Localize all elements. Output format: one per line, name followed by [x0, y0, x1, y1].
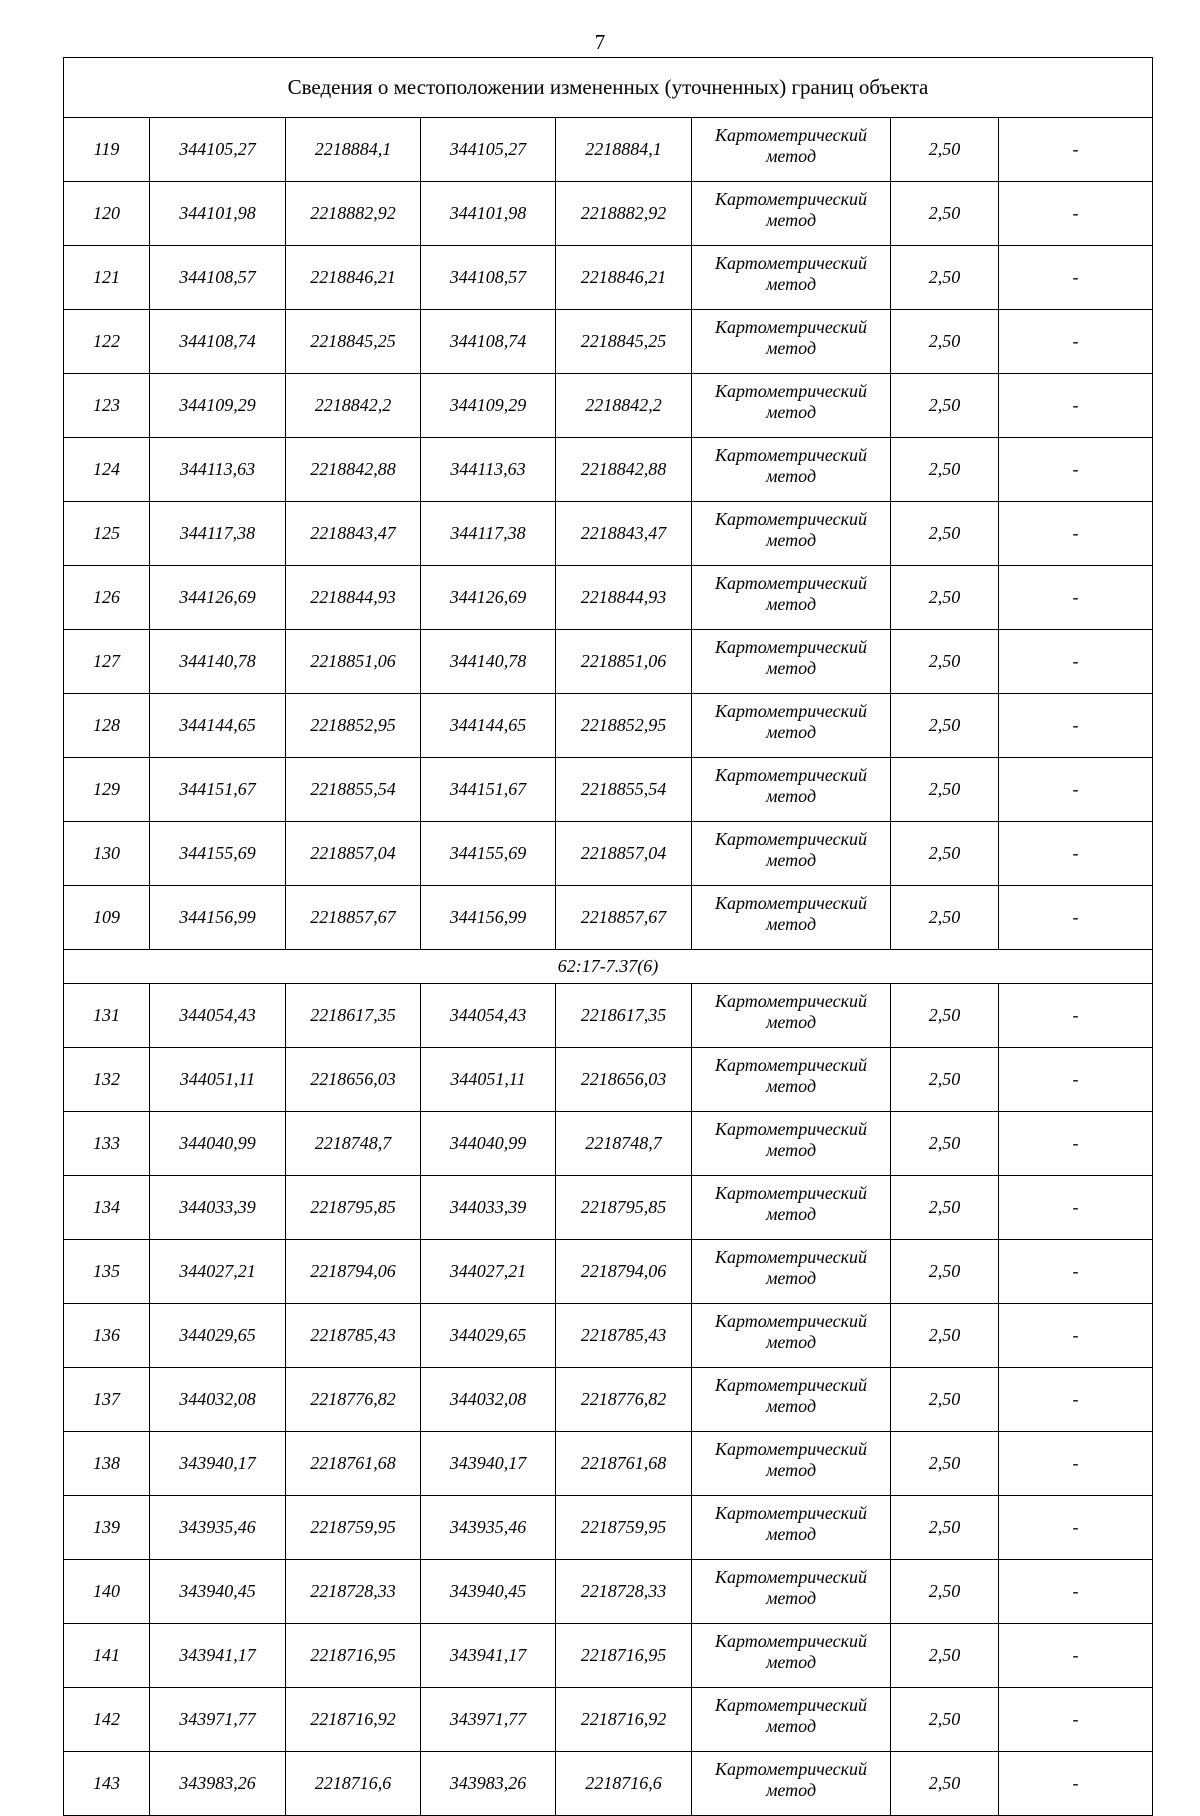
method-line-2: метод [765, 273, 817, 294]
refined-x-cell: 344109,29 [421, 374, 556, 438]
method-line-2: метод [765, 337, 817, 358]
refined-y-cell: 2218656,03 [556, 1048, 692, 1112]
accuracy-cell: 2,50 [891, 886, 999, 950]
point-number-cell: 119 [64, 118, 150, 182]
point-number-cell: 120 [64, 182, 150, 246]
method-cell [692, 1240, 891, 1304]
point-number-cell: 143 [64, 1752, 150, 1816]
method-line-1: Картометрический [714, 636, 867, 657]
existing-x-cell: 344140,78 [150, 630, 286, 694]
note-cell: - [999, 1752, 1153, 1816]
method-cell [692, 1176, 891, 1240]
existing-y-cell: 2218656,03 [286, 1048, 421, 1112]
accuracy-cell: 2,50 [891, 310, 999, 374]
accuracy-cell: 2,50 [891, 246, 999, 310]
table-row [64, 1112, 1153, 1176]
existing-x-cell: 343983,26 [150, 1752, 286, 1816]
existing-x-cell: 344109,29 [150, 374, 286, 438]
existing-y-cell: 2218759,95 [286, 1496, 421, 1560]
refined-y-cell: 2218852,95 [556, 694, 692, 758]
note-cell: - [999, 1304, 1153, 1368]
accuracy-cell: 2,50 [891, 566, 999, 630]
accuracy-cell: 2,50 [891, 1048, 999, 1112]
existing-x-cell: 344033,39 [150, 1176, 286, 1240]
existing-y-cell: 2218748,7 [286, 1112, 421, 1176]
method-cell [692, 118, 891, 182]
point-number-cell: 137 [64, 1368, 150, 1432]
method-line-1: Картометрический [714, 990, 867, 1011]
existing-y-cell: 2218845,25 [286, 310, 421, 374]
note-cell: - [999, 374, 1153, 438]
note-cell: - [999, 984, 1153, 1048]
refined-x-cell: 344126,69 [421, 566, 556, 630]
method-cell [692, 1048, 891, 1112]
method-line-1: Картометрический [714, 1374, 867, 1395]
point-number-cell: 124 [64, 438, 150, 502]
method-cell [692, 984, 891, 1048]
method-cell [692, 1688, 891, 1752]
note-cell: - [999, 310, 1153, 374]
table-title: Сведения о местоположении измененных (уточненных) границ объекта [64, 58, 1153, 118]
existing-x-cell: 344101,98 [150, 182, 286, 246]
method-line-2: метод [765, 913, 817, 934]
method-line-1: Картометрический [714, 252, 867, 273]
method-cell [692, 438, 891, 502]
refined-x-cell: 343971,77 [421, 1688, 556, 1752]
method-line-1: Картометрический [714, 828, 867, 849]
method-cell [692, 1560, 891, 1624]
accuracy-cell: 2,50 [891, 758, 999, 822]
method-cell [692, 246, 891, 310]
refined-x-cell: 343940,45 [421, 1560, 556, 1624]
note-cell: - [999, 118, 1153, 182]
accuracy-cell: 2,50 [891, 1112, 999, 1176]
method-line-1: Картометрический [714, 1310, 867, 1331]
existing-x-cell: 344051,11 [150, 1048, 286, 1112]
existing-x-cell: 344054,43 [150, 984, 286, 1048]
refined-x-cell: 344105,27 [421, 118, 556, 182]
method-cell [692, 1624, 891, 1688]
refined-y-cell: 2218851,06 [556, 630, 692, 694]
method-line-1: Картометрический [714, 508, 867, 529]
method-line-1: Картометрический [714, 572, 867, 593]
existing-y-cell: 2218844,93 [286, 566, 421, 630]
existing-y-cell: 2218617,35 [286, 984, 421, 1048]
existing-y-cell: 2218857,04 [286, 822, 421, 886]
note-cell: - [999, 1624, 1153, 1688]
method-cell [692, 1752, 891, 1816]
point-number-cell: 141 [64, 1624, 150, 1688]
point-number-cell: 136 [64, 1304, 150, 1368]
existing-y-cell: 2218785,43 [286, 1304, 421, 1368]
table-row [64, 1624, 1153, 1688]
accuracy-cell: 2,50 [891, 1176, 999, 1240]
method-line-1: Картометрический [714, 1054, 867, 1075]
boundary-coordinates-table [63, 57, 1153, 1816]
note-cell: - [999, 1368, 1153, 1432]
method-line-1: Картометрический [714, 1502, 867, 1523]
existing-x-cell: 343940,45 [150, 1560, 286, 1624]
table-row [64, 1368, 1153, 1432]
existing-y-cell: 2218716,92 [286, 1688, 421, 1752]
point-number-cell: 122 [64, 310, 150, 374]
refined-y-cell: 2218845,25 [556, 310, 692, 374]
method-cell [692, 502, 891, 566]
method-line-2: метод [765, 1715, 817, 1736]
existing-x-cell: 344156,99 [150, 886, 286, 950]
existing-x-cell: 343935,46 [150, 1496, 286, 1560]
method-line-1: Картометрический [714, 892, 867, 913]
refined-y-cell: 2218716,95 [556, 1624, 692, 1688]
method-cell [692, 822, 891, 886]
accuracy-cell: 2,50 [891, 1688, 999, 1752]
method-line-2: метод [765, 401, 817, 422]
refined-y-cell: 2218617,35 [556, 984, 692, 1048]
table-row [64, 1752, 1153, 1816]
accuracy-cell: 2,50 [891, 1368, 999, 1432]
refined-x-cell: 344108,57 [421, 246, 556, 310]
note-cell: - [999, 822, 1153, 886]
refined-y-cell: 2218846,21 [556, 246, 692, 310]
note-cell: - [999, 1112, 1153, 1176]
note-cell: - [999, 566, 1153, 630]
point-number-cell: 127 [64, 630, 150, 694]
method-cell [692, 182, 891, 246]
refined-y-cell: 2218842,88 [556, 438, 692, 502]
note-cell: - [999, 1560, 1153, 1624]
refined-y-cell: 2218785,43 [556, 1304, 692, 1368]
existing-y-cell: 2218882,92 [286, 182, 421, 246]
table-row [64, 566, 1153, 630]
point-number-cell: 123 [64, 374, 150, 438]
table-row [64, 1048, 1153, 1112]
refined-y-cell: 2218776,82 [556, 1368, 692, 1432]
method-line-2: метод [765, 209, 817, 230]
table-row [64, 502, 1153, 566]
method-cell [692, 310, 891, 374]
accuracy-cell: 2,50 [891, 1560, 999, 1624]
page-number: 7 [594, 30, 606, 54]
method-line-2: метод [765, 1523, 817, 1544]
refined-x-cell: 344027,21 [421, 1240, 556, 1304]
method-line-1: Картометрический [714, 700, 867, 721]
existing-y-cell: 2218843,47 [286, 502, 421, 566]
point-number-cell: 126 [64, 566, 150, 630]
point-number-cell: 128 [64, 694, 150, 758]
refined-x-cell: 343940,17 [421, 1432, 556, 1496]
accuracy-cell: 2,50 [891, 630, 999, 694]
refined-x-cell: 344054,43 [421, 984, 556, 1048]
method-line-2: метод [765, 529, 817, 550]
method-line-2: метод [765, 1203, 817, 1224]
existing-y-cell: 2218842,88 [286, 438, 421, 502]
method-line-1: Картометрический [714, 1246, 867, 1267]
refined-x-cell: 344144,65 [421, 694, 556, 758]
point-number-cell: 129 [64, 758, 150, 822]
table-row [64, 1240, 1153, 1304]
method-line-2: метод [765, 593, 817, 614]
method-line-2: метод [765, 1395, 817, 1416]
refined-y-cell: 2218761,68 [556, 1432, 692, 1496]
method-line-1: Картометрический [714, 1118, 867, 1139]
refined-x-cell: 344156,99 [421, 886, 556, 950]
existing-y-cell: 2218776,82 [286, 1368, 421, 1432]
existing-x-cell: 343940,17 [150, 1432, 286, 1496]
accuracy-cell: 2,50 [891, 822, 999, 886]
note-cell: - [999, 1688, 1153, 1752]
accuracy-cell: 2,50 [891, 1304, 999, 1368]
method-line-2: метод [765, 1651, 817, 1672]
refined-y-cell: 2218843,47 [556, 502, 692, 566]
note-cell: - [999, 1240, 1153, 1304]
accuracy-cell: 2,50 [891, 1432, 999, 1496]
method-cell [692, 1496, 891, 1560]
point-number-cell: 133 [64, 1112, 150, 1176]
point-number-cell: 125 [64, 502, 150, 566]
existing-x-cell: 343941,17 [150, 1624, 286, 1688]
existing-y-cell: 2218884,1 [286, 118, 421, 182]
point-number-cell: 130 [64, 822, 150, 886]
method-cell [692, 374, 891, 438]
refined-y-cell: 2218844,93 [556, 566, 692, 630]
accuracy-cell: 2,50 [891, 182, 999, 246]
table-row [64, 1432, 1153, 1496]
refined-y-cell: 2218748,7 [556, 1112, 692, 1176]
existing-y-cell: 2218716,95 [286, 1624, 421, 1688]
note-cell: - [999, 886, 1153, 950]
method-line-1: Картометрический [714, 1182, 867, 1203]
point-number-cell: 139 [64, 1496, 150, 1560]
refined-x-cell: 344155,69 [421, 822, 556, 886]
point-number-cell: 121 [64, 246, 150, 310]
existing-y-cell: 2218855,54 [286, 758, 421, 822]
existing-x-cell: 344027,21 [150, 1240, 286, 1304]
refined-y-cell: 2218716,6 [556, 1752, 692, 1816]
existing-x-cell: 344151,67 [150, 758, 286, 822]
refined-y-cell: 2218882,92 [556, 182, 692, 246]
accuracy-cell: 2,50 [891, 374, 999, 438]
table-row [64, 822, 1153, 886]
method-line-2: метод [765, 849, 817, 870]
method-cell [692, 886, 891, 950]
table-row [64, 886, 1153, 950]
existing-y-cell: 2218857,67 [286, 886, 421, 950]
refined-y-cell: 2218728,33 [556, 1560, 692, 1624]
refined-x-cell: 344140,78 [421, 630, 556, 694]
method-line-1: Картометрический [714, 1758, 867, 1779]
method-line-1: Картометрический [714, 124, 867, 145]
refined-y-cell: 2218855,54 [556, 758, 692, 822]
method-line-2: метод [765, 1075, 817, 1096]
table-row [64, 118, 1153, 182]
method-line-2: метод [765, 1011, 817, 1032]
note-cell: - [999, 1432, 1153, 1496]
method-line-2: метод [765, 1331, 817, 1352]
method-line-1: Картометрический [714, 1630, 867, 1651]
table-row [64, 1688, 1153, 1752]
refined-x-cell: 343941,17 [421, 1624, 556, 1688]
method-cell [692, 1304, 891, 1368]
refined-y-cell: 2218884,1 [556, 118, 692, 182]
method-line-2: метод [765, 145, 817, 166]
table-row [64, 1560, 1153, 1624]
table-row [64, 630, 1153, 694]
table-row [64, 310, 1153, 374]
existing-y-cell: 2218852,95 [286, 694, 421, 758]
existing-x-cell: 344126,69 [150, 566, 286, 630]
section-label: 62:17-7.37(6) [64, 950, 1153, 984]
method-cell [692, 1368, 891, 1432]
refined-x-cell: 344033,39 [421, 1176, 556, 1240]
method-line-2: метод [765, 1779, 817, 1800]
method-cell [692, 630, 891, 694]
point-number-cell: 142 [64, 1688, 150, 1752]
refined-x-cell: 344029,65 [421, 1304, 556, 1368]
refined-x-cell: 344117,38 [421, 502, 556, 566]
note-cell: - [999, 246, 1153, 310]
refined-x-cell: 343983,26 [421, 1752, 556, 1816]
note-cell: - [999, 502, 1153, 566]
method-cell [692, 1432, 891, 1496]
existing-x-cell: 344040,99 [150, 1112, 286, 1176]
point-number-cell: 138 [64, 1432, 150, 1496]
existing-y-cell: 2218851,06 [286, 630, 421, 694]
point-number-cell: 109 [64, 886, 150, 950]
refined-x-cell: 344051,11 [421, 1048, 556, 1112]
point-number-cell: 132 [64, 1048, 150, 1112]
existing-x-cell: 343971,77 [150, 1688, 286, 1752]
note-cell: - [999, 1496, 1153, 1560]
method-line-2: метод [765, 1459, 817, 1480]
refined-y-cell: 2218857,67 [556, 886, 692, 950]
existing-x-cell: 344105,27 [150, 118, 286, 182]
table-row [64, 1496, 1153, 1560]
refined-y-cell: 2218759,95 [556, 1496, 692, 1560]
refined-x-cell: 344151,67 [421, 758, 556, 822]
table-row [64, 1304, 1153, 1368]
existing-x-cell: 344113,63 [150, 438, 286, 502]
note-cell: - [999, 182, 1153, 246]
refined-x-cell: 344108,74 [421, 310, 556, 374]
note-cell: - [999, 630, 1153, 694]
method-line-2: метод [765, 1587, 817, 1608]
table-row [64, 1176, 1153, 1240]
accuracy-cell: 2,50 [891, 118, 999, 182]
existing-y-cell: 2218761,68 [286, 1432, 421, 1496]
existing-y-cell: 2218728,33 [286, 1560, 421, 1624]
method-cell [692, 1112, 891, 1176]
method-line-1: Картометрический [714, 1694, 867, 1715]
accuracy-cell: 2,50 [891, 1496, 999, 1560]
method-line-2: метод [765, 785, 817, 806]
method-line-1: Картометрический [714, 444, 867, 465]
table-row [64, 438, 1153, 502]
refined-y-cell: 2218795,85 [556, 1176, 692, 1240]
existing-x-cell: 344029,65 [150, 1304, 286, 1368]
existing-y-cell: 2218846,21 [286, 246, 421, 310]
table-row [64, 694, 1153, 758]
table-row [64, 984, 1153, 1048]
existing-x-cell: 344032,08 [150, 1368, 286, 1432]
existing-x-cell: 344108,57 [150, 246, 286, 310]
method-line-1: Картометрический [714, 316, 867, 337]
method-line-1: Картометрический [714, 1566, 867, 1587]
existing-x-cell: 344155,69 [150, 822, 286, 886]
accuracy-cell: 2,50 [891, 694, 999, 758]
table-row [64, 374, 1153, 438]
existing-y-cell: 2218842,2 [286, 374, 421, 438]
method-cell [692, 758, 891, 822]
method-line-2: метод [765, 1267, 817, 1288]
accuracy-cell: 2,50 [891, 438, 999, 502]
existing-y-cell: 2218716,6 [286, 1752, 421, 1816]
point-number-cell: 135 [64, 1240, 150, 1304]
section-label-row [64, 950, 1153, 984]
existing-x-cell: 344108,74 [150, 310, 286, 374]
note-cell: - [999, 1176, 1153, 1240]
point-number-cell: 140 [64, 1560, 150, 1624]
table-title-row [64, 58, 1153, 118]
accuracy-cell: 2,50 [891, 1752, 999, 1816]
accuracy-cell: 2,50 [891, 984, 999, 1048]
existing-y-cell: 2218795,85 [286, 1176, 421, 1240]
refined-x-cell: 344040,99 [421, 1112, 556, 1176]
existing-x-cell: 344144,65 [150, 694, 286, 758]
note-cell: - [999, 438, 1153, 502]
method-line-1: Картометрический [714, 764, 867, 785]
refined-x-cell: 344113,63 [421, 438, 556, 502]
note-cell: - [999, 1048, 1153, 1112]
existing-x-cell: 344117,38 [150, 502, 286, 566]
refined-y-cell: 2218842,2 [556, 374, 692, 438]
note-cell: - [999, 758, 1153, 822]
method-line-1: Картометрический [714, 380, 867, 401]
method-line-1: Картометрический [714, 1438, 867, 1459]
refined-y-cell: 2218716,92 [556, 1688, 692, 1752]
refined-y-cell: 2218857,04 [556, 822, 692, 886]
point-number-cell: 134 [64, 1176, 150, 1240]
refined-x-cell: 344032,08 [421, 1368, 556, 1432]
method-line-2: метод [765, 721, 817, 742]
method-line-2: метод [765, 1139, 817, 1160]
refined-x-cell: 344101,98 [421, 182, 556, 246]
refined-y-cell: 2218794,06 [556, 1240, 692, 1304]
accuracy-cell: 2,50 [891, 1624, 999, 1688]
method-line-2: метод [765, 465, 817, 486]
method-line-2: метод [765, 657, 817, 678]
point-number-cell: 131 [64, 984, 150, 1048]
method-line-1: Картометрический [714, 188, 867, 209]
accuracy-cell: 2,50 [891, 1240, 999, 1304]
table-row [64, 182, 1153, 246]
method-cell [692, 694, 891, 758]
existing-y-cell: 2218794,06 [286, 1240, 421, 1304]
refined-x-cell: 343935,46 [421, 1496, 556, 1560]
method-cell [692, 566, 891, 630]
table-row [64, 758, 1153, 822]
table-row [64, 246, 1153, 310]
note-cell: - [999, 694, 1153, 758]
accuracy-cell: 2,50 [891, 502, 999, 566]
